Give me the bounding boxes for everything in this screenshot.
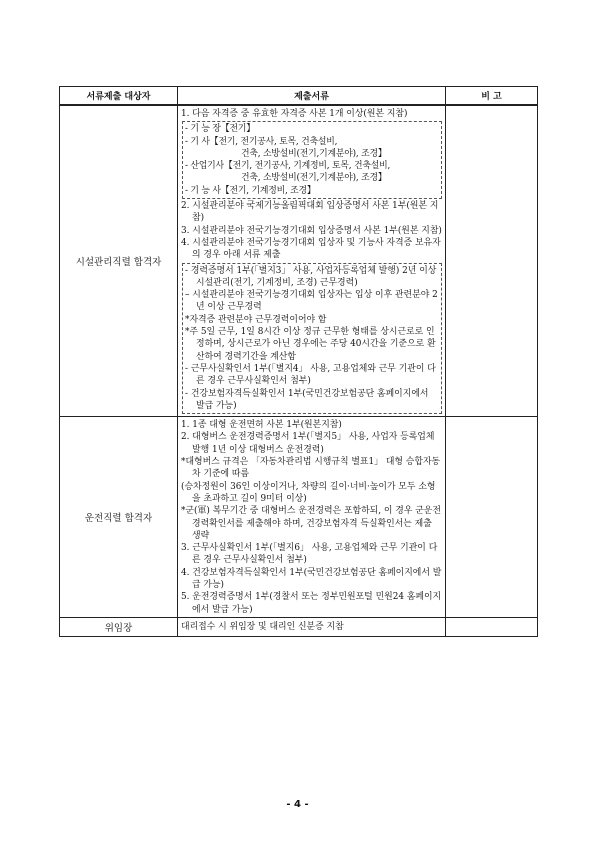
page-number: - 4 - [286,799,309,810]
category-facility: 시설관리직렬 합격자 [60,105,178,417]
license-line: 건축, 소방설비(전기,기계분야), 조경】 [241,148,387,159]
facility-item-2: 2. 시설관리분야 국제기능올림픽대회 입상증명서 사본 1부(원본 지참) [181,201,439,224]
career-line: – 시설관리분야 전국기능경기대회 입상자는 입상 이후 관련분야 2년 이상 근무경력 [185,290,438,313]
header-applicant: 서류제출 대상자 [60,87,178,106]
category-proxy: 위임장 [60,617,178,636]
documents-driver [178,417,446,618]
license-line: - 기 사【전기, 전기공사, 토목, 건축설비, [185,136,338,147]
driver-item: 1. 1종 대형 운전면허 사본 1부(원본지참) [181,420,342,431]
table-row-proxy [60,617,538,636]
remarks-driver [446,417,538,618]
table-row-facility [60,105,538,417]
license-line: - 기 능 장【전기】 [185,124,255,135]
documents-facility [178,105,446,417]
facility-item-3: 3. 시설관리분야 전국기능경기대회 입상증명서 사본 1부(원본 지참) [181,225,442,236]
documents-proxy: 대리접수 시 위임장 및 대리인 신분증 지참 [178,617,446,636]
facility-item-4: 4. 시설관리분야 전국기능경기대회 입상자 및 기능사 자격증 보유자의 경우 아래 서류 제출 [181,237,441,261]
header-documents: 제출서류 [178,87,446,106]
career-line: *주 5일 근무, 1일 8시간 이상 정규 근무한 형태를 상시근로로 인정하며, 상시근로가 아닌 경우에는 주당 40시간을 기준으로 환산하여 경력기간을 계산함 [185,327,436,362]
driver-item: 2. 대형버스 운전경력증명서 1부(「별지5」 사용, 사업자 등록업체 발행 1년 이상 대형버스 운전경력) [181,432,435,455]
driver-note: *군(軍) 복무기간 중 대형버스 운전경력은 포함하되, 이 경우 군운전경력확인서를 제출해야 하며, 건강보험자격 득실확인서는 제출 생략 [181,506,441,541]
career-line: - 경력증명서 1부(「별지3」 사용, 사업자등록업체 발행) 2년 이상 시설관리(전기, 기계정비, 조경) 근무경력) [185,265,437,288]
driver-item: 4. 건강보험자격득실확인서 1부(국민건강보험공단 홈페이지에서 발급 가능) [181,567,442,590]
license-line: - 기 능 사【전기, 기계정비, 조경】 [185,185,316,196]
category-driver: 운전직렬 합격자 [60,417,178,618]
remarks-facility [446,105,538,417]
facility-career-box [182,263,442,415]
table-row-driver [60,417,538,618]
remarks-proxy [446,617,538,636]
driver-item: 3. 근무사실확인서 1부(「별지6」 사용, 고용업체와 근무 기관이 다른 경우 근무사실확인서 첨부) [181,543,438,566]
driver-note: *대형버스 규격은 「자동차관리법 시행규칙 별표1」 대형 승합자동차 기준에 따름 [181,457,441,480]
license-line: - 산업기사【전기, 전기공사, 기계정비, 토목, 건축설비, [185,161,391,172]
header-remarks: 비 고 [446,87,538,106]
facility-license-box [182,121,442,199]
driver-note: (승차정원이 36인 이상이거나, 차량의 길이·너비·높이가 모두 소형을 초과하고 길이 9미터 이상) [181,481,436,504]
license-line: 건축, 소방설비(전기,기계분야), 조경】 [241,173,387,184]
driver-item: 5. 운전경력증명서 1부(경찰서 또는 정부민원포털 민원24 홈페이지에서 발급 가능) [181,592,442,615]
submission-documents-table [59,86,538,637]
table-header-row [60,87,538,106]
career-line: - 근무사실확인서 1부(「별지4」 사용, 고용업체와 근무 기관이 다른 경우 근무사실확인서 첨부) [185,363,436,387]
facility-item-1: 1. 다음 자격증 중 유효한 자격증 사본 1개 이상(원본 지참) [181,109,408,119]
career-line: - 건강보험자격득실확인서 1부(국민건강보험공단 홈페이지에서 발급 가능) [185,388,429,411]
career-line: *자격증 관련분야 근무경력이어야 함 [185,314,327,325]
